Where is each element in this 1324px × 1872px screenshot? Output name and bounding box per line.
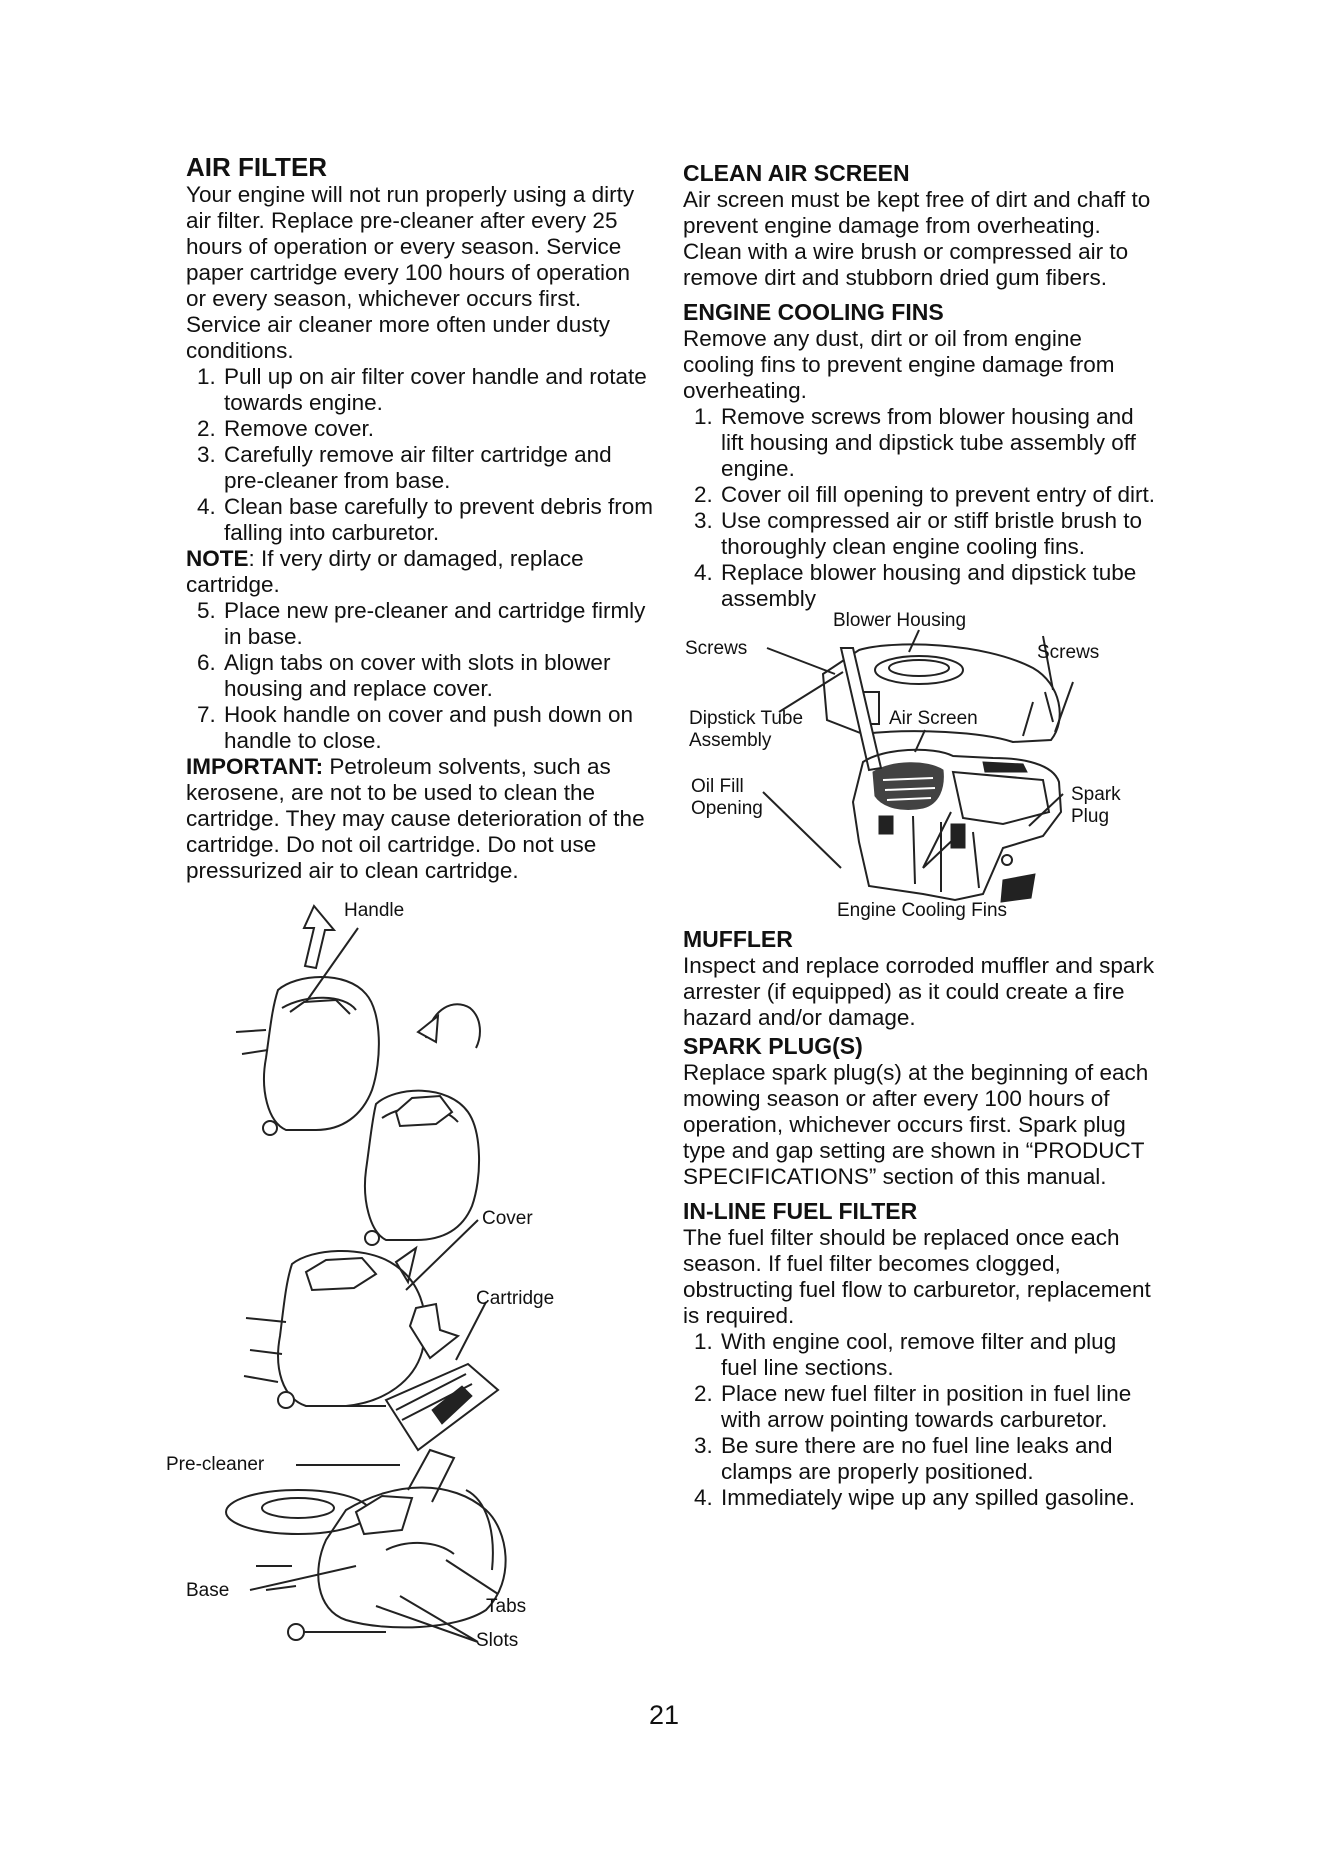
important-text: Petroleum solvents, such as kerosene, are not to be used to clean the cartridge. They may cause deterioration of the cartridge. Do not oil cartridge. Do not use pressurized air to clean cartridge. [186, 754, 645, 883]
important-label: IMPORTANT: [186, 754, 324, 779]
label-engine-cooling-fins: Engine Cooling Fins [837, 900, 1008, 921]
air-filter-steps-a [186, 364, 656, 546]
label-assembly: Assembly [689, 730, 772, 751]
clean-air-screen-paragraph: Air screen must be kept free of dirt and chaff to prevent engine damage from overheating. Clean with a wire brush or compressed air to remove dirt and stubborn dried gum fibers. [683, 187, 1151, 290]
list-item: 6. Align tabs on cover with slots in blower housing and replace cover. [222, 650, 656, 702]
label-pre-cleaner: Pre-cleaner [166, 1454, 265, 1475]
air-filter-heading: AIR FILTER [186, 152, 328, 182]
label-blower-housing: Blower Housing [833, 610, 967, 631]
left-column [166, 152, 656, 1660]
label-cover: Cover [482, 1208, 533, 1229]
list-item: 4. Immediately wipe up any spilled gasoline. [719, 1485, 1155, 1511]
clean-air-screen-heading: CLEAN AIR SCREEN [683, 160, 910, 186]
engine-cooling-fins-steps [683, 404, 1155, 612]
label-opening: Opening [691, 798, 763, 819]
list-item: 1. Pull up on air filter cover handle and rotate towards engine. [222, 364, 656, 416]
air-filter-steps-b [186, 598, 656, 754]
fuel-filter-steps [683, 1329, 1155, 1511]
spark-plugs-heading: SPARK PLUG(S) [683, 1033, 863, 1059]
label-plug: Plug [1071, 806, 1110, 827]
muffler-paragraph: Inspect and replace corroded muffler and spark arrester (if equipped) as it could create a fire hazard and/or damage. [683, 953, 1155, 1030]
spark-plugs-paragraph: Replace spark plug(s) at the beginning of each mowing season or after every 100 hours of operation, whichever occurs first. Spark plug type and gap setting are shown in “PRODUCT SPECIFICATIONS” section of this manual. [683, 1060, 1149, 1189]
list-item: 1. Remove screws from blower housing and lift housing and dipstick tube assembly off engine. [719, 404, 1155, 482]
label-tabs: Tabs [486, 1596, 527, 1617]
label-base: Base [186, 1580, 230, 1601]
label-dipstick-tube: Dipstick Tube [689, 708, 804, 729]
list-item: 3. Carefully remove air filter cartridge and pre-cleaner from base. [222, 442, 656, 494]
fuel-filter-paragraph: The fuel filter should be replaced once each season. If fuel filter becomes clogged, obstructing fuel flow to carburetor, replacement is required. [683, 1225, 1151, 1328]
list-item: 4. Replace blower housing and dipstick tube assembly [719, 560, 1155, 612]
label-air-screen: Air Screen [889, 708, 978, 729]
note-label: NOTE [186, 546, 249, 571]
air-filter-dusty-paragraph: Service air cleaner more often under dusty conditions. [186, 312, 610, 363]
fuel-filter-heading: IN-LINE FUEL FILTER [683, 1198, 918, 1224]
list-item: 2. Place new fuel filter in position in fuel line with arrow pointing towards carburetor. [719, 1381, 1155, 1433]
air-filter-illustration [186, 890, 656, 1660]
label-oil-fill: Oil Fill [691, 776, 744, 797]
label-screws-right: Screws [1037, 642, 1100, 663]
air-filter-figure [166, 890, 656, 1660]
engine-figure [683, 612, 1155, 924]
list-item: 7. Hook handle on cover and push down on handle to close. [222, 702, 656, 754]
right-column [683, 152, 1155, 1511]
list-item: 5. Place new pre-cleaner and cartridge firmly in base. [222, 598, 656, 650]
note [186, 546, 656, 598]
air-filter-paragraph: Your engine will not run properly using a dirty air filter. Replace pre-cleaner after every 25 hours of operation or every season. Service paper cartridge every 100 hours of operation or every season, whichever occurs first. [186, 182, 635, 311]
note-text: : If very dirty or damaged, replace cartridge. [186, 546, 584, 597]
muffler-heading: MUFFLER [683, 926, 793, 952]
label-cartridge: Cartridge [476, 1288, 555, 1309]
list-item: 2. Cover oil fill opening to prevent entry of dirt. [719, 482, 1155, 508]
list-item: 4. Clean base carefully to prevent debris from falling into carburetor. [222, 494, 656, 546]
engine-cooling-fins-heading: ENGINE COOLING FINS [683, 299, 944, 325]
label-spark: Spark [1071, 784, 1121, 805]
list-item: 2. Remove cover. [222, 416, 656, 442]
important-note [186, 754, 656, 884]
engine-cooling-fins-paragraph: Remove any dust, dirt or oil from engine cooling fins to prevent engine damage from overheating. [683, 326, 1115, 403]
label-screws-left: Screws [685, 638, 748, 659]
label-slots: Slots [476, 1630, 519, 1651]
label-handle: Handle [344, 900, 405, 921]
list-item: 3. Use compressed air or stiff bristle brush to thoroughly clean engine cooling fins. [719, 508, 1155, 560]
list-item: 1. With engine cool, remove filter and plug fuel line sections. [719, 1329, 1155, 1381]
list-item: 3. Be sure there are no fuel line leaks and clamps are properly positioned. [719, 1433, 1155, 1485]
page-number: 21 [649, 1700, 680, 1730]
